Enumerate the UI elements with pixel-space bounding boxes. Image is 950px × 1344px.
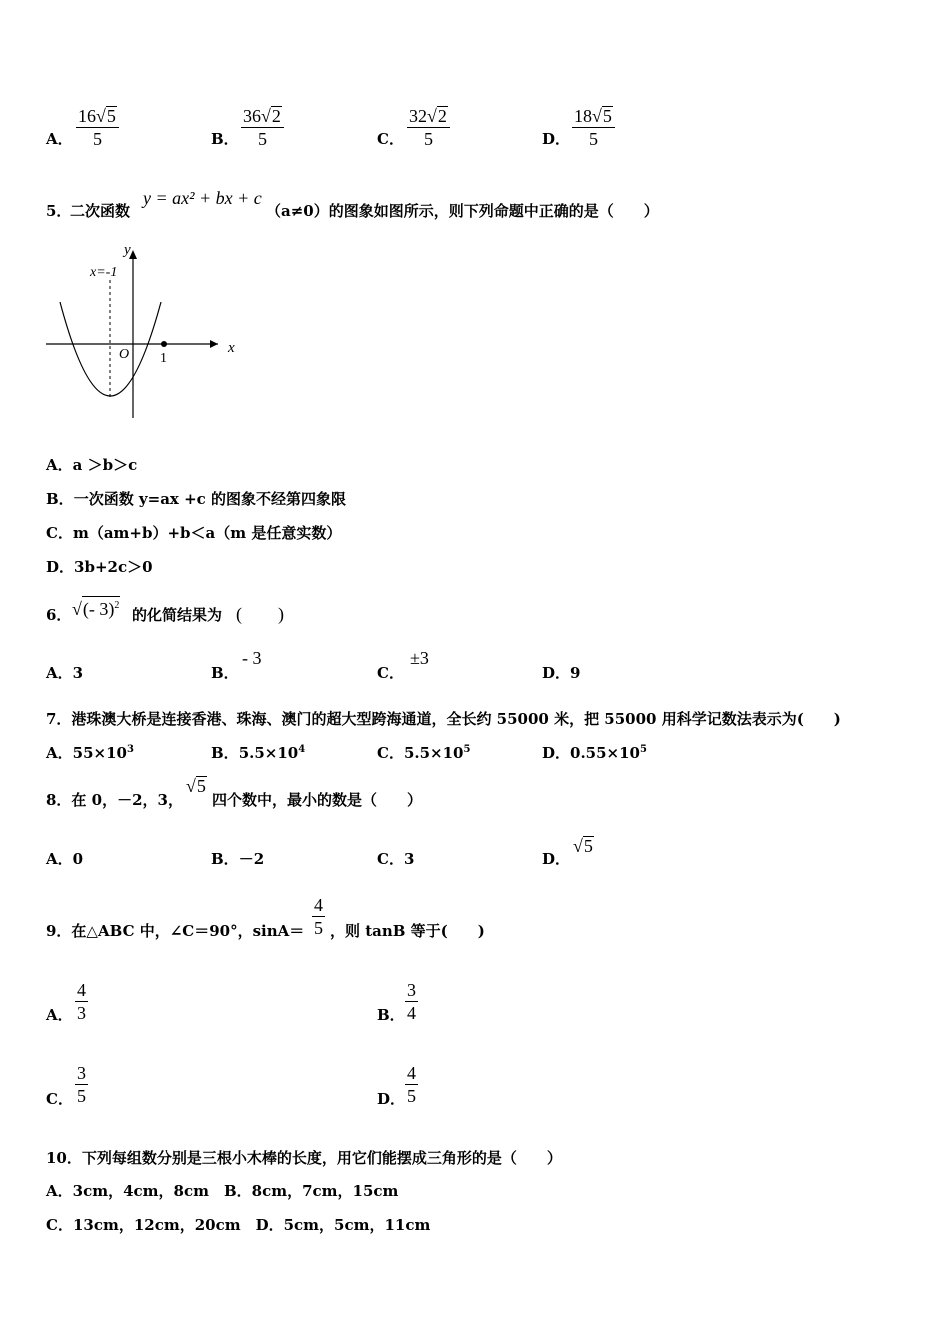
- q8-option-a[interactable]: A．0: [46, 850, 84, 868]
- q8-option-d-label: D．: [542, 850, 571, 868]
- q6-option-d[interactable]: D．9: [542, 664, 581, 682]
- q9-suffix: ，则 tanB 等于( ): [330, 922, 485, 940]
- root-point: [161, 341, 167, 347]
- q10-stem: 10．下列每组数分别是三根小木棒的长度，用它们能摆成三角形的是（ ）: [46, 1149, 562, 1167]
- q6-option-c-label: C．: [377, 664, 404, 682]
- q5-option-b[interactable]: B．一次函数 y=ax +c 的图象不经第四象限: [46, 490, 347, 508]
- q6-option-a[interactable]: A．3: [46, 664, 84, 682]
- q8-suffix: 四个数中，最小的数是（ ）: [212, 791, 423, 809]
- x-axis-label: x: [228, 340, 235, 356]
- q9-option-a-value[interactable]: $\frac{4}{3}$: [77, 980, 86, 1023]
- q4-option-b-label: B．: [211, 130, 239, 148]
- q8-prefix: 8．在 0，－2，3，: [46, 791, 183, 809]
- q4-option-c-label: C．: [377, 130, 404, 148]
- q4-option-c-value[interactable]: $\frac{32√2}{5}$: [407, 105, 450, 150]
- q9-sina-fraction: $\frac{4}{5}$: [314, 895, 323, 938]
- q5-number: 5．: [46, 202, 72, 220]
- q5-prefix: 二次函数: [70, 202, 131, 220]
- q6-suffix: 的化简结果为: [132, 606, 223, 624]
- q6-option-c-value[interactable]: ±3: [410, 648, 429, 668]
- q10-options-row1[interactable]: A．3cm，4cm，8cm B．8cm，7cm，15cm: [46, 1182, 399, 1200]
- q7-option-d[interactable]: D．$0.55\times 10^5$: [542, 744, 647, 762]
- q5-option-a[interactable]: A．a ＞b＞c: [46, 456, 138, 474]
- q5-option-d[interactable]: D．3b+2c＞0: [46, 558, 153, 576]
- q4-option-a-label: A．: [46, 130, 73, 148]
- q9-option-b-value[interactable]: $\frac{3}{4}$: [407, 980, 416, 1023]
- q9-option-a-label: A．: [46, 1006, 73, 1024]
- q9-option-d-label: D．: [377, 1090, 406, 1108]
- q7-option-a[interactable]: A．$55\times 10^3$: [46, 744, 134, 762]
- q5-parabola-graph: [40, 240, 250, 425]
- q4-option-d-value[interactable]: $\frac{18√5}{5}$: [572, 105, 615, 150]
- q6-number: 6．: [46, 606, 72, 624]
- q8-sqrt5: √5: [186, 776, 206, 796]
- y-axis-label: y: [124, 242, 131, 258]
- q8-option-d-value[interactable]: √5: [573, 836, 593, 856]
- q7-option-b[interactable]: B．$5.5\times 10^4$: [211, 744, 306, 762]
- q8-option-b[interactable]: B．－2: [211, 850, 265, 868]
- q9-option-c-label: C．: [46, 1090, 73, 1108]
- q9-option-b-label: B．: [377, 1006, 405, 1024]
- q6-radical: √(- 3)$^2$: [72, 596, 120, 620]
- q9-option-c-value[interactable]: $\frac{3}{5}$: [77, 1063, 86, 1106]
- root-label: 1: [160, 351, 167, 366]
- q7-stem: 7．港珠澳大桥是连接香港、珠海、澳门的超大型跨海通道，全长约 55000 米，把 55000 用科学记数法表示为( ): [46, 710, 841, 728]
- q5-option-c[interactable]: C．m（am+b）+b＜a（m 是任意实数）: [46, 524, 342, 542]
- q5-condition: （a≠0）的图象如图所示，则下列命题中正确的是（ ）: [266, 202, 659, 220]
- q6-paren: ( ): [236, 604, 284, 624]
- symmetry-axis-label: x=-1: [90, 265, 118, 280]
- origin-label: O: [119, 347, 130, 362]
- q8-option-c[interactable]: C．3: [377, 850, 415, 868]
- q5-formula: y = ax² + bx + c: [143, 188, 262, 208]
- q4-option-d-label: D．: [542, 130, 571, 148]
- x-axis-arrow: [210, 340, 218, 348]
- q4-option-a-value[interactable]: $\frac{16√5}{5}$: [76, 105, 119, 150]
- q9-prefix: 9．在△ABC 中，∠C＝90°，sinA＝: [46, 922, 305, 940]
- q6-option-b-label: B．: [211, 664, 239, 682]
- q4-option-b-value[interactable]: $\frac{36√2}{5}$: [241, 105, 284, 150]
- q9-option-d-value[interactable]: $\frac{4}{5}$: [407, 1063, 416, 1106]
- q10-options-row2[interactable]: C．13cm，12cm，20cm D．5cm，5cm，11cm: [46, 1216, 431, 1234]
- q7-option-c[interactable]: C．$5.5\times 10^5$: [377, 744, 471, 762]
- q6-option-b-value[interactable]: - 3: [242, 648, 262, 668]
